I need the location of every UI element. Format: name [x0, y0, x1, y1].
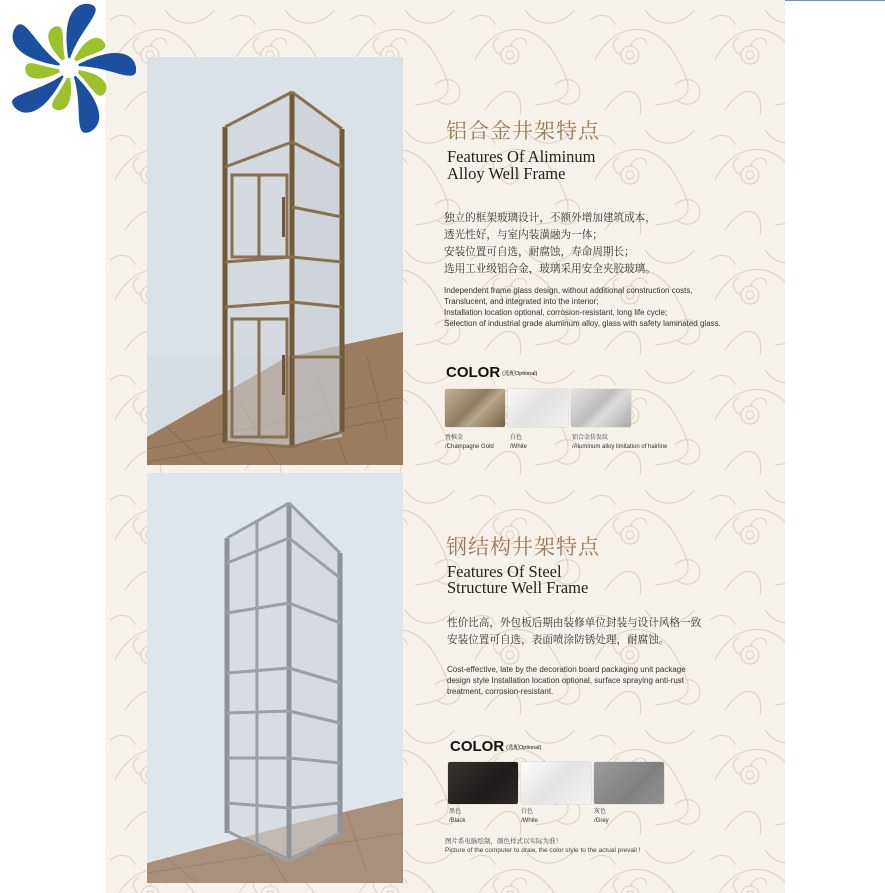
caption-cn: 灰色: [594, 809, 607, 815]
right-margin: [785, 0, 885, 893]
swatch-grey: [594, 762, 664, 804]
aluminum-desc-cn-line: 独立的框架玻璃设计，不额外增加建筑成本，: [444, 212, 656, 224]
aluminum-desc-en-line: Installation location optional, corrosion-resistant, long life cycle;: [444, 308, 668, 317]
aluminum-color-heading: [446, 364, 537, 381]
caption-cn: 白色: [521, 809, 534, 815]
caption-en: /Aluminum alloy limitation of hairline: [572, 443, 668, 450]
aluminum-desc-cn-line: 透光性好，与室内装潢融为一体；: [444, 229, 603, 241]
aluminum-title-english-line2: Alloy Well Frame: [447, 164, 566, 183]
aluminum-title-chinese: 铝合金井架特点: [446, 119, 600, 143]
swatch-champagne-gold: [445, 389, 505, 427]
aluminum-desc-en-line: Independent frame glass design, without additional construction costs,: [444, 286, 693, 295]
swatch-caption-aluminum-hairline: [572, 434, 667, 451]
aluminum-desc-en-line: Translucent, and integrated into the interior;: [444, 297, 599, 306]
color-heading-text: COLOR: [450, 738, 505, 755]
caption-en: /Champagne Gold: [445, 443, 494, 450]
swatch-caption-white: [510, 434, 527, 451]
right-divider-line: [785, 0, 885, 1]
steel-desc-en-line: Cost-effective, late by the decoration board packaging unit package: [447, 665, 686, 674]
swatch-caption-champagne-gold: [445, 434, 494, 451]
swatch-black: [448, 762, 518, 804]
swatch-aluminum-hairline: [571, 389, 631, 427]
color-optional-label: (选配Optional): [502, 371, 538, 378]
steel-desc-cn-line: 性价比高，外包板后期由装修单位封装与设计风格一致: [447, 617, 702, 629]
caption-cn: 白色: [510, 435, 523, 441]
steel-title-english-line2: Structure Well Frame: [447, 578, 589, 597]
steel-desc-en-line: treatment, corrosion-resistant.: [447, 687, 554, 696]
company-logo-icon: [2, 2, 136, 134]
swatch-white: [521, 762, 591, 804]
disclaimer-note: [445, 838, 640, 855]
aluminum-desc-cn-line: 安装位置可自选，耐腐蚀，寿命周期长；: [444, 246, 635, 258]
caption-cn: 黑色: [449, 809, 462, 815]
caption-en: /White: [521, 817, 539, 824]
aluminum-desc-cn-line: 选用工业级铝合金，玻璃采用安全夹胶玻璃。: [444, 263, 656, 275]
steel-color-heading: [450, 738, 541, 755]
caption-cn: 香槟金: [445, 435, 464, 441]
steel-frame-elevator-photo: [147, 473, 403, 883]
brochure-page: [105, 0, 785, 893]
caption-en: /Black: [449, 817, 466, 824]
swatch-caption-grey: [594, 808, 609, 825]
steel-desc-cn-line: 安装位置可自选，表面喷涂防锈处理，耐腐蚀。: [447, 634, 670, 646]
caption-en: /Grey: [594, 817, 609, 824]
color-heading-text: COLOR: [446, 364, 501, 381]
disclaimer-en: Picture of the computer to draw, the color style to the actual prevail !: [445, 846, 641, 854]
caption-en: /White: [510, 443, 528, 450]
aluminum-title-english-line1: Features Of Aliminum: [447, 147, 596, 166]
aluminum-desc-en-line: Selection of industrial grade aluminum alloy, glass with safety laminated glass.: [444, 319, 721, 328]
caption-cn: 铝合金仿发纹: [572, 435, 609, 441]
steel-title-english-line1: Features Of Steel: [447, 562, 562, 581]
swatch-caption-black: [449, 808, 465, 825]
disclaimer-cn: 图片系电脑绘制，颜色样式以实际为准！: [445, 838, 562, 845]
swatch-white: [508, 389, 568, 427]
aluminum-frame-elevator-photo: [147, 57, 403, 465]
steel-title-chinese: 钢结构井架特点: [446, 535, 600, 559]
color-optional-label: (选配Optional): [506, 745, 542, 752]
steel-desc-en-line: design style Installation location optional, surface spraying anti-rust: [447, 676, 685, 685]
swatch-caption-white: [521, 808, 538, 825]
